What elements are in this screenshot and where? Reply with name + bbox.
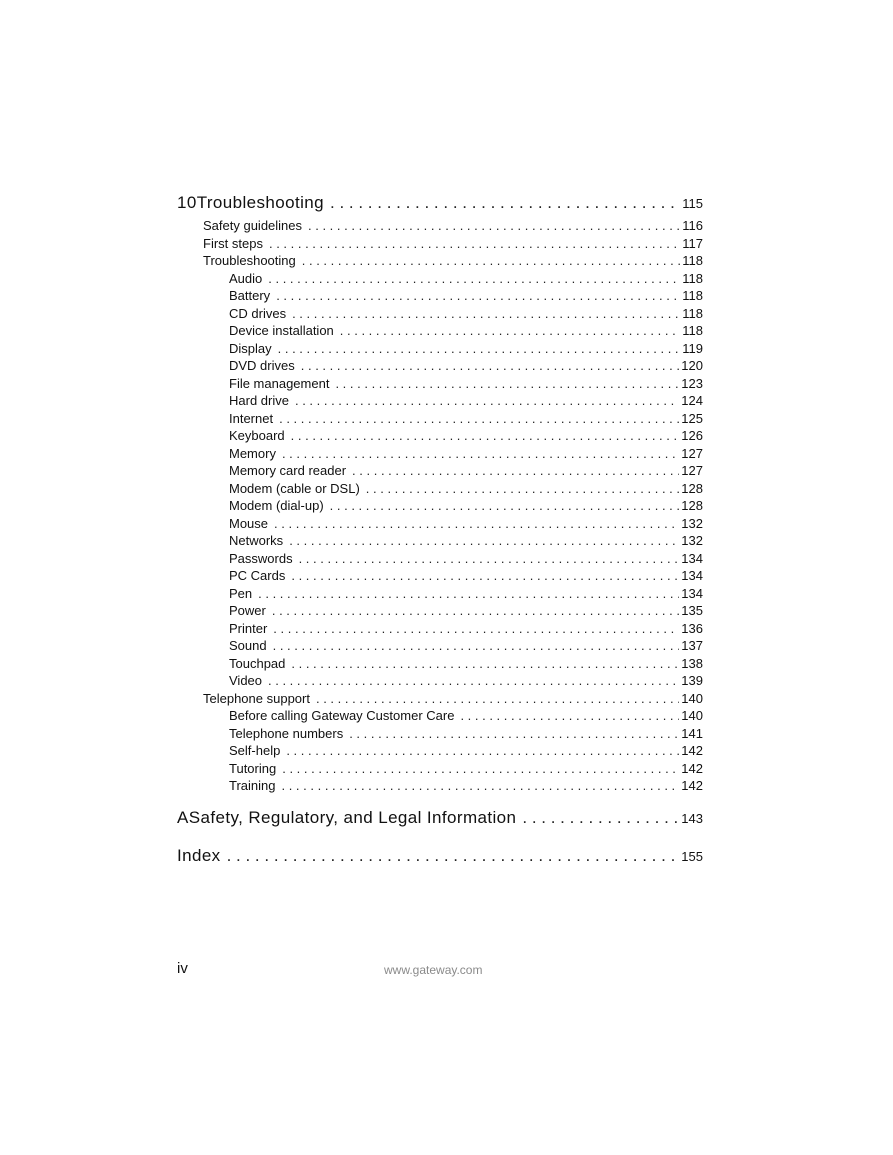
page-number: 143 bbox=[681, 810, 703, 826]
dot-leader bbox=[335, 375, 679, 393]
item-title: Sound bbox=[229, 638, 267, 653]
page-number: 142 bbox=[681, 743, 703, 758]
toc-item-self-help[interactable] bbox=[177, 742, 703, 760]
dot-leader bbox=[282, 760, 679, 778]
page-number: 118 bbox=[682, 323, 703, 338]
footer-page-number: iv bbox=[177, 960, 188, 977]
section-title: First steps bbox=[203, 235, 263, 251]
dot-leader bbox=[366, 480, 680, 498]
toc-item-hard-drive[interactable] bbox=[177, 392, 703, 410]
page-number: 128 bbox=[681, 498, 703, 513]
toc-appendix-a[interactable] bbox=[177, 807, 703, 829]
toc-item-dvd-drives[interactable] bbox=[177, 357, 703, 375]
toc-item-pc-cards[interactable] bbox=[177, 567, 703, 585]
item-title: Networks bbox=[229, 533, 284, 548]
page-number: 127 bbox=[681, 463, 703, 478]
toc-section-telephone-support[interactable] bbox=[177, 690, 703, 708]
dot-leader bbox=[291, 567, 679, 585]
dot-leader bbox=[272, 602, 679, 620]
page-number: 119 bbox=[682, 340, 703, 356]
page-number: 155 bbox=[681, 848, 703, 864]
dot-leader bbox=[460, 707, 679, 725]
section-title: Troubleshooting bbox=[203, 253, 296, 268]
dot-leader bbox=[227, 845, 680, 867]
page-number: 136 bbox=[681, 620, 703, 636]
dot-leader bbox=[286, 742, 679, 760]
dot-leader bbox=[269, 235, 680, 253]
toc-item-telephone-numbers[interactable] bbox=[177, 725, 703, 743]
toc-item-modem-dial-up[interactable] bbox=[177, 497, 703, 515]
page-number: 137 bbox=[681, 638, 703, 653]
item-title: Pen bbox=[229, 585, 253, 601]
page-number: 138 bbox=[681, 655, 703, 671]
toc-item-battery[interactable] bbox=[177, 287, 703, 305]
item-title: Touchpad bbox=[229, 655, 286, 671]
toc-item-cd-drives[interactable] bbox=[177, 305, 703, 323]
dot-leader bbox=[330, 497, 680, 515]
page-number: 132 bbox=[681, 515, 703, 531]
page-number: 135 bbox=[681, 603, 703, 618]
dot-leader bbox=[302, 252, 681, 270]
dot-leader bbox=[289, 532, 679, 550]
item-title: Printer bbox=[229, 620, 268, 636]
item-title: Training bbox=[229, 778, 276, 793]
toc-item-networks[interactable] bbox=[177, 532, 703, 550]
page-number: 124 bbox=[681, 393, 703, 408]
page-number: 134 bbox=[681, 550, 703, 566]
item-title: Telephone numbers bbox=[229, 725, 344, 741]
page-number: 140 bbox=[681, 690, 703, 706]
dot-leader bbox=[273, 620, 679, 638]
footer-url[interactable]: www.gateway.com bbox=[384, 963, 483, 977]
item-title: Device installation bbox=[229, 323, 334, 338]
page-number: 141 bbox=[681, 725, 703, 741]
dot-leader bbox=[316, 690, 679, 708]
dot-leader bbox=[330, 192, 680, 214]
page-number: 118 bbox=[682, 253, 703, 268]
dot-leader bbox=[301, 357, 680, 375]
page-number: 125 bbox=[681, 410, 703, 426]
dot-leader bbox=[279, 410, 679, 428]
toc-item-device-installation[interactable] bbox=[177, 322, 703, 340]
item-title: PC Cards bbox=[229, 568, 286, 583]
item-title: Internet bbox=[229, 410, 274, 426]
toc-item-audio[interactable] bbox=[177, 270, 703, 288]
page-number: 120 bbox=[681, 358, 703, 373]
item-title: CD drives bbox=[229, 305, 287, 321]
page-number: 128 bbox=[681, 480, 703, 496]
index-title: Index bbox=[177, 845, 221, 865]
item-title: Modem (dial-up) bbox=[229, 498, 324, 513]
chapter-number: 10 bbox=[177, 193, 197, 212]
dot-leader bbox=[291, 427, 680, 445]
page-number: 115 bbox=[682, 196, 703, 211]
item-title: Modem (cable or DSL) bbox=[229, 480, 360, 496]
page-number: 134 bbox=[681, 568, 703, 583]
item-title: Keyboard bbox=[229, 428, 285, 443]
page-number: 127 bbox=[681, 445, 703, 461]
dot-leader bbox=[268, 672, 679, 690]
toc-section-safety-guidelines[interactable] bbox=[177, 217, 703, 235]
page-number: 118 bbox=[682, 270, 703, 286]
chapter-title: Troubleshooting bbox=[196, 193, 325, 212]
toc-index[interactable] bbox=[177, 845, 703, 867]
page-number: 118 bbox=[682, 305, 703, 321]
dot-leader bbox=[282, 445, 679, 463]
page-number: 132 bbox=[681, 533, 703, 548]
toc-item-memory-card-reader[interactable] bbox=[177, 462, 703, 480]
toc-item-power[interactable] bbox=[177, 602, 703, 620]
toc-item-printer[interactable] bbox=[177, 620, 703, 638]
page-number: 142 bbox=[681, 778, 703, 793]
toc-item-modem-cable-dsl[interactable] bbox=[177, 480, 703, 498]
toc-item-file-management[interactable] bbox=[177, 375, 703, 393]
toc-item-video[interactable] bbox=[177, 672, 703, 690]
page-number: 140 bbox=[681, 708, 703, 723]
dot-leader bbox=[349, 725, 679, 743]
dot-leader bbox=[258, 585, 679, 603]
page-number: 118 bbox=[682, 288, 703, 303]
table-of-contents bbox=[177, 192, 703, 867]
item-title: Tutoring bbox=[229, 760, 277, 776]
page-number: 116 bbox=[682, 218, 703, 233]
dot-leader bbox=[299, 550, 680, 568]
item-title: File management bbox=[229, 375, 330, 391]
item-title: Before calling Gateway Customer Care bbox=[229, 708, 455, 723]
item-title: Passwords bbox=[229, 550, 293, 566]
toc-item-tutoring[interactable] bbox=[177, 760, 703, 778]
dot-leader bbox=[340, 322, 680, 340]
page-number: 117 bbox=[682, 235, 703, 251]
item-title: DVD drives bbox=[229, 358, 295, 373]
item-title: Memory card reader bbox=[229, 463, 347, 478]
toc-item-training[interactable] bbox=[177, 777, 703, 795]
toc-item-sound[interactable] bbox=[177, 637, 703, 655]
item-title: Audio bbox=[229, 270, 263, 286]
toc-item-internet[interactable] bbox=[177, 410, 703, 428]
dot-leader bbox=[292, 305, 680, 323]
item-title: Self-help bbox=[229, 743, 281, 758]
item-title: Power bbox=[229, 603, 266, 618]
toc-item-memory[interactable] bbox=[177, 445, 703, 463]
toc-item-touchpad[interactable] bbox=[177, 655, 703, 673]
dot-leader bbox=[278, 340, 681, 358]
toc-item-display[interactable] bbox=[177, 340, 703, 358]
dot-leader bbox=[522, 807, 679, 829]
page-number: 142 bbox=[681, 760, 703, 776]
section-title: Safety guidelines bbox=[203, 218, 303, 233]
item-title: Mouse bbox=[229, 515, 269, 531]
toc-item-mouse[interactable] bbox=[177, 515, 703, 533]
dot-leader bbox=[274, 515, 679, 533]
toc-item-pen[interactable] bbox=[177, 585, 703, 603]
appendix-letter: A bbox=[177, 807, 189, 827]
dot-leader bbox=[291, 655, 679, 673]
page-number: 134 bbox=[681, 585, 703, 601]
item-title: Video bbox=[229, 673, 263, 688]
page-number: 126 bbox=[681, 428, 703, 443]
toc-chapter-10[interactable] bbox=[177, 192, 703, 214]
item-title: Display bbox=[229, 340, 272, 356]
section-title: Telephone support bbox=[203, 690, 310, 706]
dot-leader bbox=[268, 270, 680, 288]
toc-item-before-calling[interactable] bbox=[177, 707, 703, 725]
toc-item-keyboard[interactable] bbox=[177, 427, 703, 445]
item-title: Battery bbox=[229, 288, 271, 303]
dot-leader bbox=[352, 462, 679, 480]
toc-section-troubleshooting[interactable] bbox=[177, 252, 703, 270]
page-number: 123 bbox=[681, 375, 703, 391]
toc-item-passwords[interactable] bbox=[177, 550, 703, 568]
dot-leader bbox=[273, 637, 680, 655]
dot-leader bbox=[281, 777, 679, 795]
page-number: 139 bbox=[681, 673, 703, 688]
dot-leader bbox=[295, 392, 679, 410]
dot-leader bbox=[276, 287, 680, 305]
dot-leader bbox=[308, 217, 680, 235]
toc-section-first-steps[interactable] bbox=[177, 235, 703, 253]
item-title: Hard drive bbox=[229, 393, 289, 408]
appendix-title: Safety, Regulatory, and Legal Information bbox=[188, 807, 517, 827]
item-title: Memory bbox=[229, 445, 276, 461]
